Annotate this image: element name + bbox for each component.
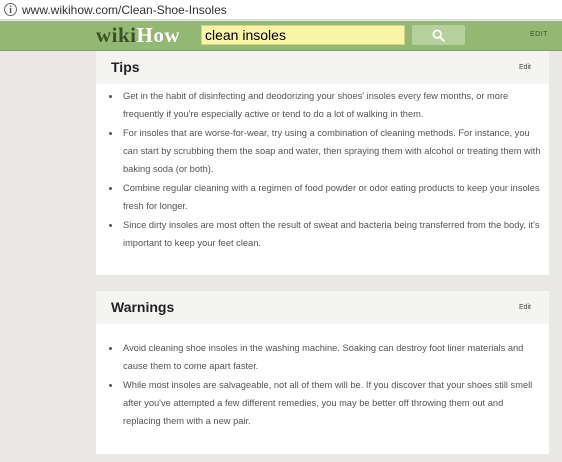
search-input[interactable] [201,25,405,45]
tips-list [106,87,541,253]
search-icon [432,29,445,42]
list-item: • While most insoles are salvageable, not all of them will be. If you discover that your shoes still smell after you've attempted a few different remedies, you may be better off throwing them out and replacing them with a new pair. [121,376,541,430]
list-item: • For insoles that are worse-for-wear, try using a combination of cleaning methods. For instance, you can start by scrubbing them the soap and water, then spraying them with alcohol or treating them with baking soda (or both). [121,124,541,178]
list-item: • Get in the habit of disinfecting and deodorizing your shoes' insoles every few months, or more frequently if you're especially active or tend to do a lot of walking in them. [121,87,541,123]
info-icon[interactable]: i [4,3,17,16]
warnings-header [96,291,549,324]
warnings-edit-link[interactable]: Edit [518,304,531,311]
wikihow-logo[interactable] [96,23,180,48]
site-header [0,21,562,51]
tips-edit-link[interactable]: Edit [518,64,531,71]
list-item: • Avoid cleaning shoe insoles in the washing machine. Soaking can destroy foot liner materials and cause them to come apart faster. [121,339,541,375]
tips-title: Tips [111,59,140,75]
header-edit-link[interactable]: EDIT [530,31,548,38]
list-item: • Since dirty insoles are most often the result of sweat and bacteria being transferred from the body, it's important to keep your feet clean. [121,216,541,252]
logo-how-text: How [136,23,181,47]
tips-header [96,51,549,84]
search-button[interactable] [412,25,465,45]
warnings-title: Warnings [111,299,175,315]
url-text[interactable]: www.wikihow.com/Clean-Shoe-Insoles [22,2,227,17]
tips-section [96,51,549,275]
warnings-list [106,339,541,431]
address-bar[interactable] [0,0,562,20]
logo-wiki-text: wiki [96,23,137,47]
list-item: • Combine regular cleaning with a regimen of food powder or odor eating products to keep your insoles fresh for longer. [121,179,541,215]
warnings-section [96,291,549,454]
